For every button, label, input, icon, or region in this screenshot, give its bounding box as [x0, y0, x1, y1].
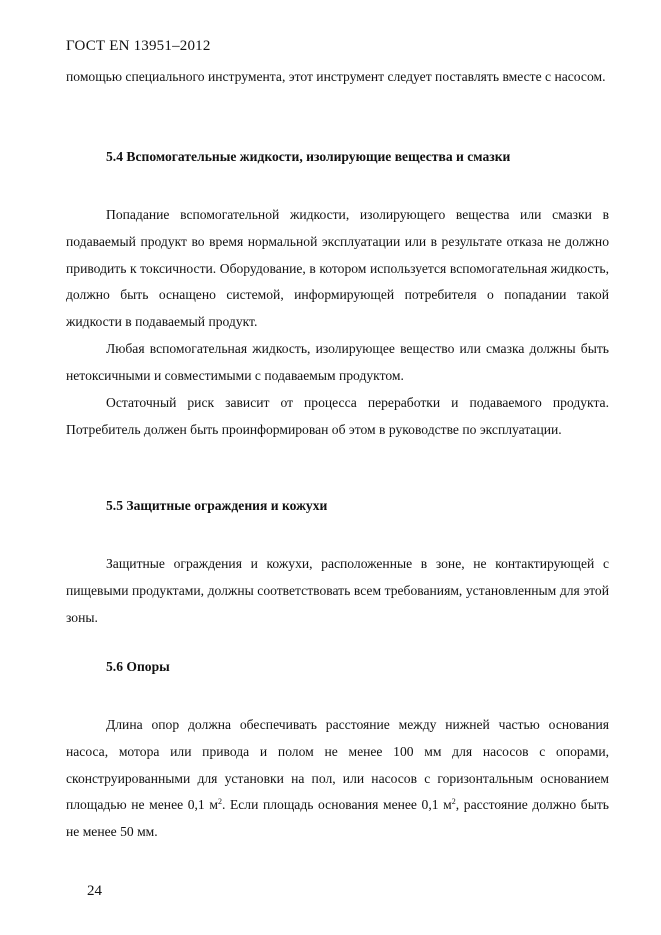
section-5-5-heading: 5.5 Защитные ограждения и кожухи	[106, 498, 328, 513]
section-5-4-paragraph-1: Попадание вспомогательной жидкости, изолирующего вещества или смазки в подаваемый продукт во время нормальной эксплуатации или в результате отказа не должно приводить к токсичности. Оборудование, в котором используется вспомогательная жидкость, должно быть оснащено системой, информирующей потребителя о попадании такой жидкости в подаваемый продукт.	[66, 207, 609, 330]
square-superscript-2: 2	[451, 797, 456, 807]
paragraph-text-part-3: , расстояние должно быть не менее 50 мм.	[66, 797, 609, 840]
section-5-4-paragraph-2: Любая вспомогательная жидкость, изолирующее вещество или смазка должны быть нетоксичными и совместимыми с подаваемым продуктом.	[66, 341, 609, 383]
section-5-4-paragraph-3: Остаточный риск зависит от процесса переработки и подаваемого продукта. Потребитель должен быть проинформирован об этом в руководстве по эксплуатации.	[66, 395, 609, 437]
document-header: ГОСТ EN 13951–2012	[66, 38, 211, 54]
section-5-4-heading: 5.4 Вспомогательные жидкости, изолирующие вещества и смазки	[106, 149, 511, 164]
paragraph-text-part-1: Длина опор должна обеспечивать расстояние между нижней частью основания насоса, мотора или привода и полом не менее 100 мм для насосов с опорами, сконструированными для установки на пол, или насосов с горизонтальным основанием площадью не менее 0,1 м	[66, 717, 609, 813]
section-5-5-paragraph-1: Защитные ограждения и кожухи, расположенные в зоне, не контактирующей с пищевыми продуктами, должны соответствовать всем требованиям, установленным для этой зоны.	[66, 556, 609, 625]
section-5-6-heading: 5.6 Опоры	[106, 659, 170, 674]
square-superscript-1: 2	[217, 797, 222, 807]
paragraph-text-part-2: . Если площадь основания менее 0,1 м	[221, 797, 452, 813]
page-number: 24	[87, 883, 102, 899]
intro-paragraph: помощью специального инструмента, этот инструмент следует поставлять вместе с насосом.	[66, 69, 606, 84]
section-5-6-paragraph-1	[66, 712, 609, 846]
